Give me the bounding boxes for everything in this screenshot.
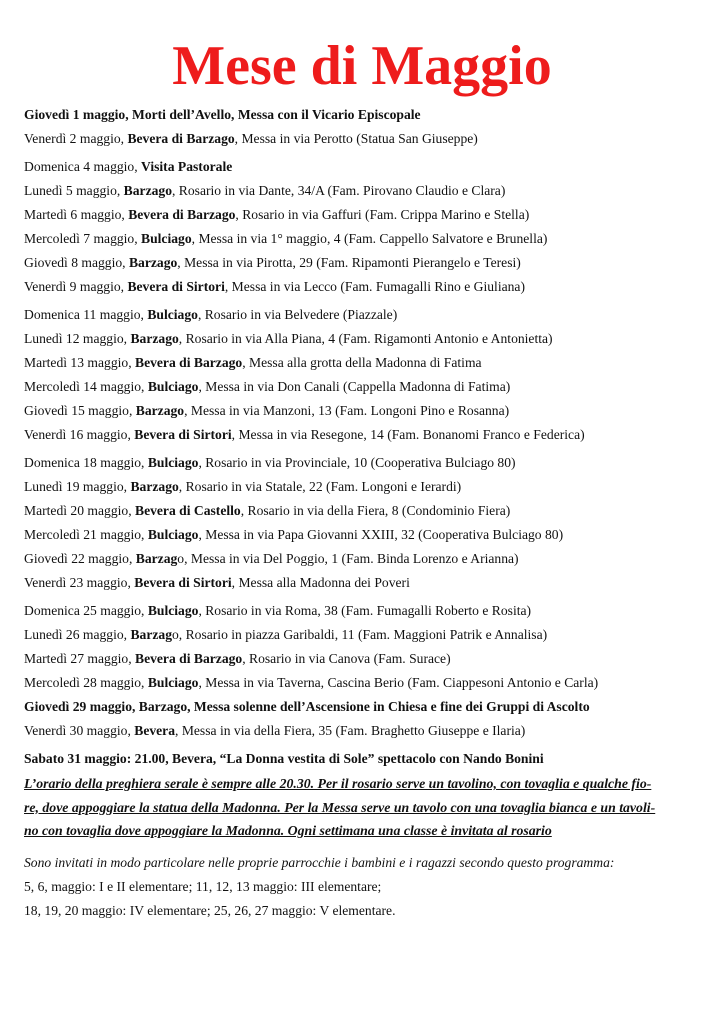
entry-place: Barzag (130, 627, 172, 642)
entry-place: Bulciago (147, 603, 199, 618)
schedule-entry (24, 279, 714, 295)
entry-detail: , Messa in via Taverna, Cascina Berio (Fam. Ciappesoni Antonio e Carla) (198, 675, 599, 690)
entry-date: Martedì 13 maggio, (24, 355, 135, 370)
entry-date: Venerdì 2 maggio, (24, 131, 128, 146)
schedule-entry (24, 723, 714, 739)
entry-detail: , Rosario in via Dante, 34/A (Fam. Pirovano Claudio e Clara) (172, 183, 506, 198)
entry-place: Bevera di Barzago (135, 355, 243, 370)
entry-place: Barzago (135, 403, 185, 418)
entry-detail: , Messa in via Lecco (Fam. Fumagalli Rino e Giuliana) (224, 279, 525, 294)
entry-place: Bulciago (147, 527, 199, 542)
entry-detail: , Messa in via Papa Giovanni XXIII, 32 (Cooperativa Bulciago 80) (198, 527, 564, 542)
entry-detail: , Rosario in via Statale, 22 (Fam. Longoni e Ierardi) (178, 479, 462, 494)
entry-date: Mercoledì 21 maggio, (24, 527, 148, 542)
entry-place: Bulciago (147, 675, 199, 690)
entry-date: Venerdì 16 maggio, (24, 427, 135, 442)
entry-date: Domenica 4 maggio, (24, 159, 142, 174)
entry-place: Barzago (128, 255, 178, 270)
note-line: re, dove appoggiare la statua della Madonna. Per la Messa serve un tavolo con una tovaglia bianca e un tavoli- (24, 799, 656, 815)
entry-date: Mercoledì 14 maggio, (24, 379, 148, 394)
entry-date: Martedì 20 maggio, (24, 503, 135, 518)
entry-detail: , Messa in via Perotto (Statua San Giuseppe) (234, 131, 478, 146)
schedule-entry (24, 551, 714, 567)
schedule-entry (24, 751, 714, 767)
entry-date: Martedì 6 maggio, (24, 207, 129, 222)
schedule-entry (24, 603, 714, 619)
entry-date: Venerdì 23 maggio, (24, 575, 135, 590)
entry-detail: , Messa in via Pirotta, 29 (Fam. Ripamonti Pierangelo e Teresi) (177, 255, 521, 270)
entry-detail: , Messa alla Madonna dei Poveri (231, 575, 410, 590)
entry-date: Giovedì 15 maggio, (24, 403, 136, 418)
entry-place: Bulciago (147, 379, 199, 394)
entry-detail: , Messa in via della Fiera, 35 (Fam. Braghetto Giuseppe e Ilaria) (175, 723, 526, 738)
schedule-entry (24, 675, 714, 691)
entry-place: Bevera di Sirtori (134, 575, 232, 590)
schedule-entry (24, 207, 714, 223)
entry-detail: , Rosario in via Provinciale, 10 (Cooperativa Bulciago 80) (198, 455, 516, 470)
schedule-entry (24, 379, 714, 395)
entry-date: Domenica 18 maggio, (24, 455, 148, 470)
entry-date: Lunedì 5 maggio, (24, 183, 124, 198)
entry-detail: , Rosario in via Canova (Fam. Surace) (242, 651, 451, 666)
schedule-entry (24, 479, 714, 495)
entry-date: Mercoledì 7 maggio, (24, 231, 142, 246)
entry-detail: , Rosario in via Gaffuri (Fam. Crippa Marino e Stella) (235, 207, 530, 222)
entry-place: Barzag (135, 551, 178, 566)
entry-detail: , Messa in via 1° maggio, 4 (Fam. Cappello Salvatore e Brunella) (191, 231, 548, 246)
entry-place: Bulciago (147, 307, 198, 322)
entry-date: Venerdì 30 maggio, (24, 723, 135, 738)
schedule-entry (24, 627, 714, 643)
entry-date: Domenica 25 maggio, (24, 603, 148, 618)
schedule-entry (24, 107, 714, 123)
entry-detail: , Rosario in via Roma, 38 (Fam. Fumagalli Roberto e Rosita) (198, 603, 532, 618)
entry-place: Bevera di Barzago (135, 651, 243, 666)
entry-detail: , Rosario in via Belvedere (Piazzale) (197, 307, 398, 322)
entry-detail: , Messa in via Manzoni, 13 (Fam. Longoni Pino e Rosanna) (184, 403, 510, 418)
evening-prayer-note (24, 772, 706, 843)
entry-date: Venerdì 9 maggio, (24, 279, 128, 294)
entry-date: Sabato 31 maggio: 21.00, Bevera, “La Donna vestita di Sole” spettacolo con Nando Bonini (24, 751, 544, 766)
invite-line: 18, 19, 20 maggio: IV elementare; 25, 26, 27 maggio: V elementare. (24, 903, 396, 918)
entry-date: Giovedì 1 maggio, Morti dell’Avello, Messa con il Vicario Episcopale (24, 107, 421, 122)
entry-detail: , Messa alla grotta della Madonna di Fatima (242, 355, 482, 370)
entry-place: Bevera di Barzago (127, 131, 235, 146)
schedule-entry (24, 427, 714, 443)
schedule-entry (24, 455, 714, 471)
invite-line: 5, 6, maggio: I e II elementare; 11, 12, 13 maggio: III elementare; (24, 879, 382, 894)
entry-date: Mercoledì 28 maggio, (24, 675, 148, 690)
schedule-entry (24, 575, 714, 591)
page-title: Mese di Maggio (172, 35, 552, 97)
entry-place: Bulciago (141, 231, 192, 246)
entry-date: Domenica 11 maggio, (24, 307, 148, 322)
entry-detail: , Messa in via Don Canali (Cappella Madonna di Fatima) (198, 379, 511, 394)
entry-place: Bevera (134, 723, 176, 738)
invite-intro: Sono invitati in modo particolare nelle proprie parrocchie i bambini e i ragazzi secondo questo programma: (24, 855, 615, 870)
entry-place: Barzago (123, 183, 172, 198)
entry-date: Giovedì 29 maggio, Barzago, Messa solenne dell’Ascensione in Chiesa e fine dei Gruppi di Ascolto (24, 699, 590, 714)
entry-date: Lunedì 19 maggio, (24, 479, 131, 494)
entry-detail: , Rosario in via Alla Piana, 4 (Fam. Rigamonti Antonio e Antonietta) (178, 331, 553, 346)
schedule-entry (24, 331, 714, 347)
schedule-entry (24, 159, 714, 175)
schedule-entry (24, 231, 714, 247)
entry-place: Bevera di Barzago (128, 207, 236, 222)
entry-detail: o, Messa in via Del Poggio, 1 (Fam. Binda Lorenzo e Arianna) (177, 551, 519, 566)
entry-place: Visita Pastorale (141, 159, 233, 174)
note-line: L’orario della preghiera serale è sempre alle 20.30. Per il rosario serve un tavolino, con tovaglia e qualche fio- (24, 776, 652, 791)
schedule-entry (24, 651, 714, 667)
schedule-entry (24, 699, 714, 715)
schedule-entry (24, 255, 714, 271)
entry-date: Giovedì 8 maggio, (24, 255, 129, 270)
schedule-entry (24, 183, 714, 199)
entry-detail: , Messa in via Resegone, 14 (Fam. Bonanomi Franco e Federica) (231, 427, 585, 442)
schedule-entry (24, 503, 714, 519)
entry-date: Lunedì 26 maggio, (24, 627, 131, 642)
schedule-entry (24, 307, 714, 323)
entry-date: Lunedì 12 maggio, (24, 331, 131, 346)
entry-place: Barzago (130, 479, 179, 494)
schedule-entry (24, 355, 714, 371)
entry-detail: , Rosario in via della Fiera, 8 (Condominio Fiera) (240, 503, 511, 518)
entry-date: Martedì 27 maggio, (24, 651, 135, 666)
schedule-entry (24, 403, 714, 419)
entry-place: Barzago (130, 331, 179, 346)
entry-detail: o, Rosario in piazza Garibaldi, 11 (Fam. Maggioni Patrik e Annalisa) (172, 627, 548, 642)
entry-place: Bevera di Sirtori (134, 427, 232, 442)
entry-place: Bulciago (147, 455, 199, 470)
schedule-entry (24, 527, 714, 543)
entry-place: Bevera di Castello (135, 503, 241, 518)
entry-date: Giovedì 22 maggio, (24, 551, 136, 566)
schedule-entry (24, 131, 714, 147)
note-line: no con tovaglia dove appoggiare la Madonna. Ogni settimana una classe è invitata al rosario (24, 823, 552, 838)
entry-place: Bevera di Sirtori (127, 279, 225, 294)
